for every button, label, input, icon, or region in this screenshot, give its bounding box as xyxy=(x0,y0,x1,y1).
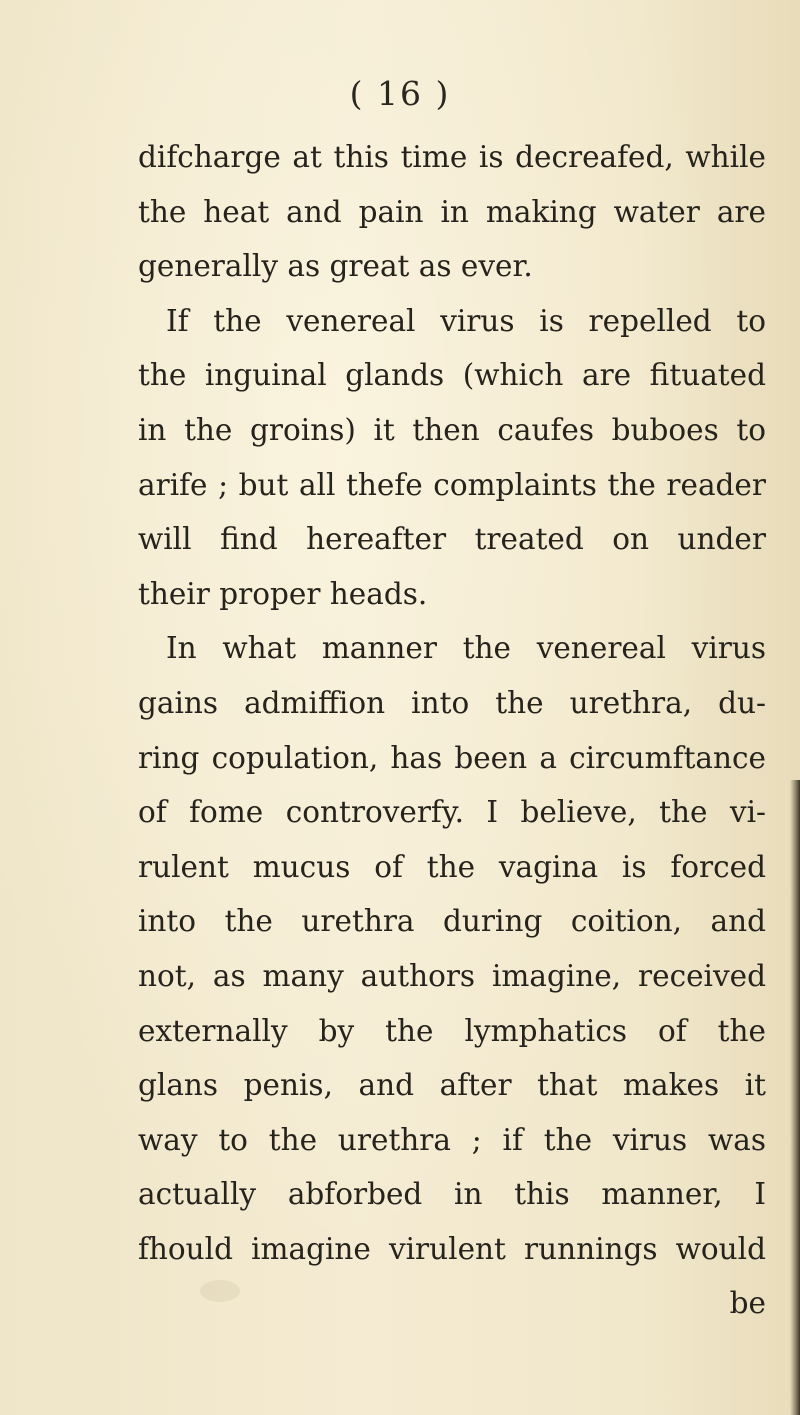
catchword: be xyxy=(729,1286,766,1321)
page-number: ( 16 ) xyxy=(349,74,451,113)
body-text xyxy=(138,130,766,1331)
text-line: into the urethra during coition, and xyxy=(138,904,766,939)
text-line: their proper heads. xyxy=(138,576,428,611)
text-line: arife ; but all thefe complaints the reader xyxy=(138,467,766,502)
text-line: will find hereafter treated on under xyxy=(138,522,766,557)
text-line: glans penis, and after that makes it xyxy=(138,1068,766,1103)
text-line: actually abforbed in this manner, I xyxy=(138,1177,766,1212)
text-line: gains admiffion into the urethra, du- xyxy=(138,685,766,720)
text-line: fhould imagine virulent runnings would xyxy=(138,1231,766,1266)
text-line: rulent mucus of the vagina is forced xyxy=(138,849,766,884)
text-line: In what manner the venereal virus xyxy=(166,631,766,666)
text-line: If the venereal virus is repelled to xyxy=(166,303,766,338)
text-line: generally as great as ever. xyxy=(138,249,533,284)
text-line: difcharge at this time is decreafed, while xyxy=(138,140,766,174)
page-edge-shadow xyxy=(790,780,800,1415)
text-line: of fome controverfy. I believe, the vi- xyxy=(138,795,766,830)
text-line: externally by the lymphatics of the xyxy=(138,1013,766,1048)
text-line: ring copulation, has been a circumftance xyxy=(138,740,766,775)
text-line: way to the urethra ; if the virus was xyxy=(138,1122,766,1157)
text-line: not, as many authors imagine, received xyxy=(138,958,766,993)
text-line: the inguinal glands (which are fituated xyxy=(138,358,766,393)
text-line: in the groins) it then caufes buboes to xyxy=(138,412,766,447)
text-line: the heat and pain in making water are xyxy=(138,194,766,229)
